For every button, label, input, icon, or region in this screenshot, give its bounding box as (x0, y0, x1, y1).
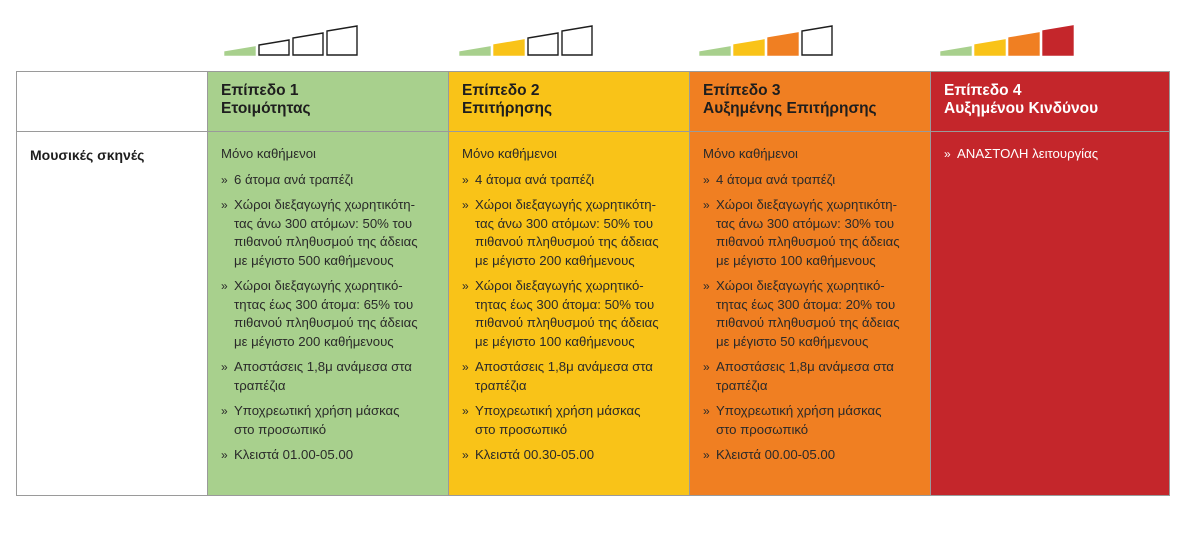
list-item (944, 145, 1159, 164)
meter-bar-filled (700, 47, 730, 55)
item-text-line: Χώροι διεξαγωγής χωρητικό- (234, 278, 403, 293)
list-item (221, 358, 438, 395)
item-text-line: με μέγιστο 200 καθήμενους (234, 333, 394, 349)
item-text-line: με μέγιστο 200 καθήμενους (475, 252, 635, 268)
level-4-content (931, 132, 1169, 164)
level-2-header (449, 72, 689, 132)
list-item (462, 358, 679, 395)
level-3-meter-icon (699, 22, 839, 58)
bullet-icon: » (462, 172, 469, 187)
level-1-column (207, 72, 448, 495)
bullet-icon: » (462, 198, 469, 212)
bullet-icon: » (703, 172, 710, 187)
list-item (703, 196, 920, 270)
list-item (221, 171, 438, 190)
item-text-line: Κλειστά 00.30-05.00 (475, 447, 595, 462)
level-2-meter-icon (459, 22, 599, 58)
meter-bar-filled (768, 33, 798, 55)
item-text-line: τας άνω 300 ατόμων: 50% του (234, 215, 413, 231)
list-item (703, 446, 920, 465)
meter-bar-filled (734, 40, 764, 55)
bullet-icon: » (703, 198, 710, 212)
level-1-meter-icon (224, 22, 364, 58)
item-text-line: Χώροι διεξαγωγής χωρητικό- (475, 278, 644, 293)
empty-header-cell (17, 72, 207, 132)
bullet-icon: » (462, 404, 469, 418)
row-label-column (17, 72, 207, 495)
item-text-line: με μέγιστο 500 καθήμενους (234, 252, 394, 268)
level-4-column (930, 72, 1169, 495)
bullet-icon: » (221, 448, 228, 462)
item-text-line: πιθανού πληθυσμού της άδειας (716, 315, 900, 330)
intro-text: Μόνο καθήμενοι (703, 146, 798, 161)
level-3-subtitle: Αυξημένης Επιτήρησης (703, 100, 877, 117)
list-item (703, 358, 920, 395)
item-text-line: στο προσωπικό (234, 421, 327, 437)
intro-text: Μόνο καθήμενοι (462, 146, 557, 161)
item-text-line: Υποχρεωτική χρήση μάσκας (716, 403, 882, 418)
meter-bar-empty (259, 40, 289, 55)
list-item (703, 402, 920, 439)
bullet-icon: » (944, 147, 951, 161)
item-text-line: τραπέζια (716, 377, 768, 393)
level-3-column (689, 72, 930, 495)
item-text-line: Χώροι διεξαγωγής χωρητικότη- (234, 197, 416, 212)
bullet-icon: » (703, 404, 710, 418)
level-3-title: Επίπεδο 3 (703, 82, 781, 99)
list-item (462, 277, 679, 351)
item-text-line: πιθανού πληθυσμού της άδειας (716, 234, 900, 249)
bullet-icon: » (462, 448, 469, 462)
level-2-column (448, 72, 689, 495)
item-text-line: τας άνω 300 ατόμων: 30% του (716, 215, 895, 231)
item-text-line: Αποστάσεις 1,8μ ανάμεσα στα (475, 359, 653, 374)
level-2-content (449, 132, 689, 465)
meter-bar-filled (225, 47, 255, 55)
level-3-content (690, 132, 930, 465)
list-item (221, 402, 438, 439)
level-1-content (208, 132, 448, 465)
item-text-line: Υποχρεωτική χρήση μάσκας (234, 403, 400, 418)
list-item (462, 402, 679, 439)
item-text-line: Κλειστά 00.00-05.00 (716, 447, 836, 462)
row-label: Μουσικές σκηνές (30, 147, 145, 163)
item-text-line: πιθανού πληθυσμού της άδειας (475, 315, 659, 330)
item-text-line: Χώροι διεξαγωγής χωρητικό- (716, 278, 885, 293)
measures-table (16, 71, 1170, 496)
bullet-icon: » (703, 448, 710, 462)
level-1-title: Επίπεδο 1 (221, 82, 299, 99)
meter-bar-empty (802, 26, 832, 55)
meter-bar-filled (1043, 26, 1073, 55)
list-item (703, 171, 920, 190)
bullet-icon: » (221, 172, 228, 187)
meter-bar-filled (460, 47, 490, 55)
bullet-icon: » (462, 279, 469, 293)
level-2-subtitle: Επιτήρησης (462, 100, 553, 117)
item-text-line: με μέγιστο 100 καθήμενους (475, 333, 635, 349)
item-text-line: πιθανού πληθυσμού της άδειας (475, 234, 659, 249)
meter-bar-filled (941, 47, 971, 55)
level-4-meter-icon (940, 22, 1080, 58)
level-4-subtitle: Αυξημένου Κινδύνου (944, 100, 1099, 117)
item-text-line: τας άνω 300 ατόμων: 50% του (475, 215, 654, 231)
meter-bar-filled (494, 40, 524, 55)
risk-level-meters (0, 22, 1200, 58)
list-item (703, 277, 920, 351)
meter-bar-empty (528, 33, 558, 55)
meter-bar-empty (327, 26, 357, 55)
meter-bar-empty (293, 33, 323, 55)
item-text-line: πιθανού πληθυσμού της άδειας (234, 234, 418, 249)
meter-bar-empty (562, 26, 592, 55)
item-text-line: τητας έως 300 άτομα: 50% του (475, 296, 655, 312)
level-1-subtitle: Ετοιμότητας (221, 100, 311, 117)
meter-bar-filled (1009, 33, 1039, 55)
bullet-icon: » (703, 279, 710, 293)
list-item (462, 171, 679, 190)
item-text-line: Αποστάσεις 1,8μ ανάμεσα στα (716, 359, 894, 374)
bullet-icon: » (221, 279, 228, 293)
item-text-line: Χώροι διεξαγωγής χωρητικότη- (716, 197, 898, 212)
list-item (221, 196, 438, 270)
intro-text: Μόνο καθήμενοι (221, 146, 316, 161)
bullet-icon: » (221, 404, 228, 418)
item-text-line: 4 άτομα ανά τραπέζι (716, 171, 836, 187)
item-text-line: Χώροι διεξαγωγής χωρητικότη- (475, 197, 657, 212)
list-item (462, 446, 679, 465)
item-text-line: Κλειστά 01.00-05.00 (234, 447, 354, 462)
level-4-title: Επίπεδο 4 (944, 82, 1022, 99)
bullet-icon: » (221, 360, 228, 374)
item-text-line: στο προσωπικό (475, 421, 568, 437)
bullet-icon: » (462, 360, 469, 374)
list-item (221, 446, 438, 465)
item-text-line: με μέγιστο 100 καθήμενους (716, 252, 876, 268)
bullet-icon: » (221, 198, 228, 212)
bullet-icon: » (703, 360, 710, 374)
level-3-header (690, 72, 930, 132)
meter-bar-filled (975, 40, 1005, 55)
item-text-line: τραπέζια (234, 377, 286, 393)
level-1-header (208, 72, 448, 132)
level-4-header (931, 72, 1169, 132)
item-text-line: με μέγιστο 50 καθήμενους (716, 333, 869, 349)
list-item (462, 196, 679, 270)
item-text-line: 6 άτομα ανά τραπέζι (234, 171, 354, 187)
item-text-line: πιθανού πληθυσμού της άδειας (234, 315, 418, 330)
item-text-line: 4 άτομα ανά τραπέζι (475, 171, 595, 187)
item-text-line: τητας έως 300 άτομα: 65% του (234, 296, 414, 312)
item-text-line: στο προσωπικό (716, 421, 809, 437)
item-text-line: τραπέζια (475, 377, 527, 393)
list-item (221, 277, 438, 351)
item-text-line: ΑΝΑΣΤΟΛΗ λειτουργίας (957, 146, 1099, 161)
item-text-line: Υποχρεωτική χρήση μάσκας (475, 403, 641, 418)
level-2-title: Επίπεδο 2 (462, 82, 540, 99)
item-text-line: τητας έως 300 άτομα: 20% του (716, 296, 896, 312)
item-text-line: Αποστάσεις 1,8μ ανάμεσα στα (234, 359, 412, 374)
